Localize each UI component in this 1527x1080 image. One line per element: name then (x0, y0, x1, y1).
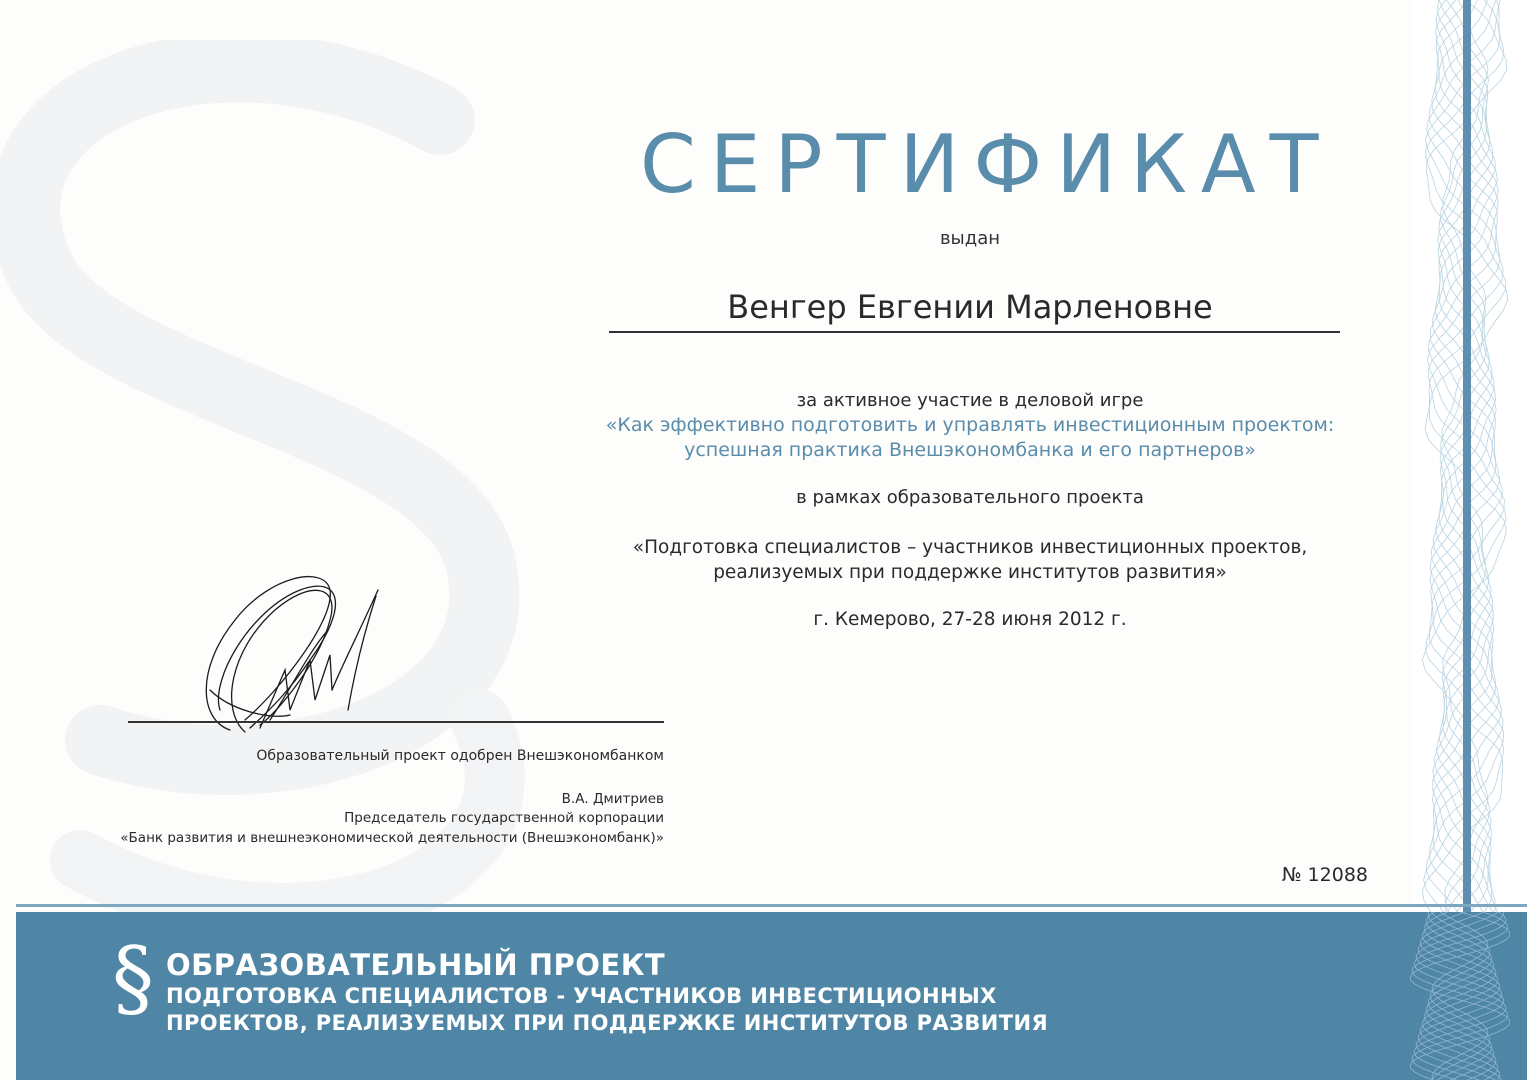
approval-note: Образовательный проект одобрен Внешэкономбанком (256, 748, 664, 764)
project-title-line: реализуемых при поддержке институтов развития» (713, 562, 1227, 583)
reason-text: за активное участие в деловой игре (796, 390, 1144, 411)
game-title-line: «Как эффективно подготовить и управлять инвестиционным проектом: (605, 414, 1335, 436)
project-title-line: «Подготовка специалистов – участников инвестиционных проектов, (632, 537, 1308, 558)
section-sign-icon: § (112, 929, 154, 1027)
banner-subtitle-line: ПОДГОТОВКА СПЕЦИАЛИСТОВ - УЧАСТНИКОВ ИНВЕСТИЦИОННЫХ (166, 984, 997, 1008)
banner-title: ОБРАЗОВАТЕЛЬНЫЙ ПРОЕКТ (166, 948, 666, 982)
certificate-title: СЕРТИФИКАТ (640, 118, 1333, 211)
section-watermark-icon (0, 40, 620, 940)
issued-label: выдан (939, 228, 1001, 249)
place-date: г. Кемерово, 27-28 июня 2012 г. (813, 609, 1127, 630)
signer-name: В.А. Дмитриев (561, 791, 664, 807)
banner-top-line (16, 904, 1527, 907)
right-edge-stripe (1463, 0, 1471, 915)
scope-text: в рамках образовательного проекта (796, 487, 1144, 508)
recipient-name: Венгер Евгении Марленовне (727, 288, 1213, 326)
signer-position: Председатель государственной корпорации (344, 810, 664, 826)
recipient-underline (609, 331, 1340, 333)
signature-line (128, 721, 664, 723)
banner-subtitle-line: ПРОЕКТОВ, РЕАЛИЗУЕМЫХ ПРИ ПОДДЕРЖКЕ ИНСТИТУТОВ РАЗВИТИЯ (166, 1011, 1049, 1035)
signer-organization: «Банк развития и внешнеэкономической деятельности (Внешэкономбанк)» (120, 830, 664, 846)
banner-guilloche-icon (1400, 912, 1527, 1080)
certificate-number: № 12088 (1281, 864, 1368, 886)
game-title-line: успешная практика Внешэкономбанка и его партнеров» (684, 439, 1256, 461)
